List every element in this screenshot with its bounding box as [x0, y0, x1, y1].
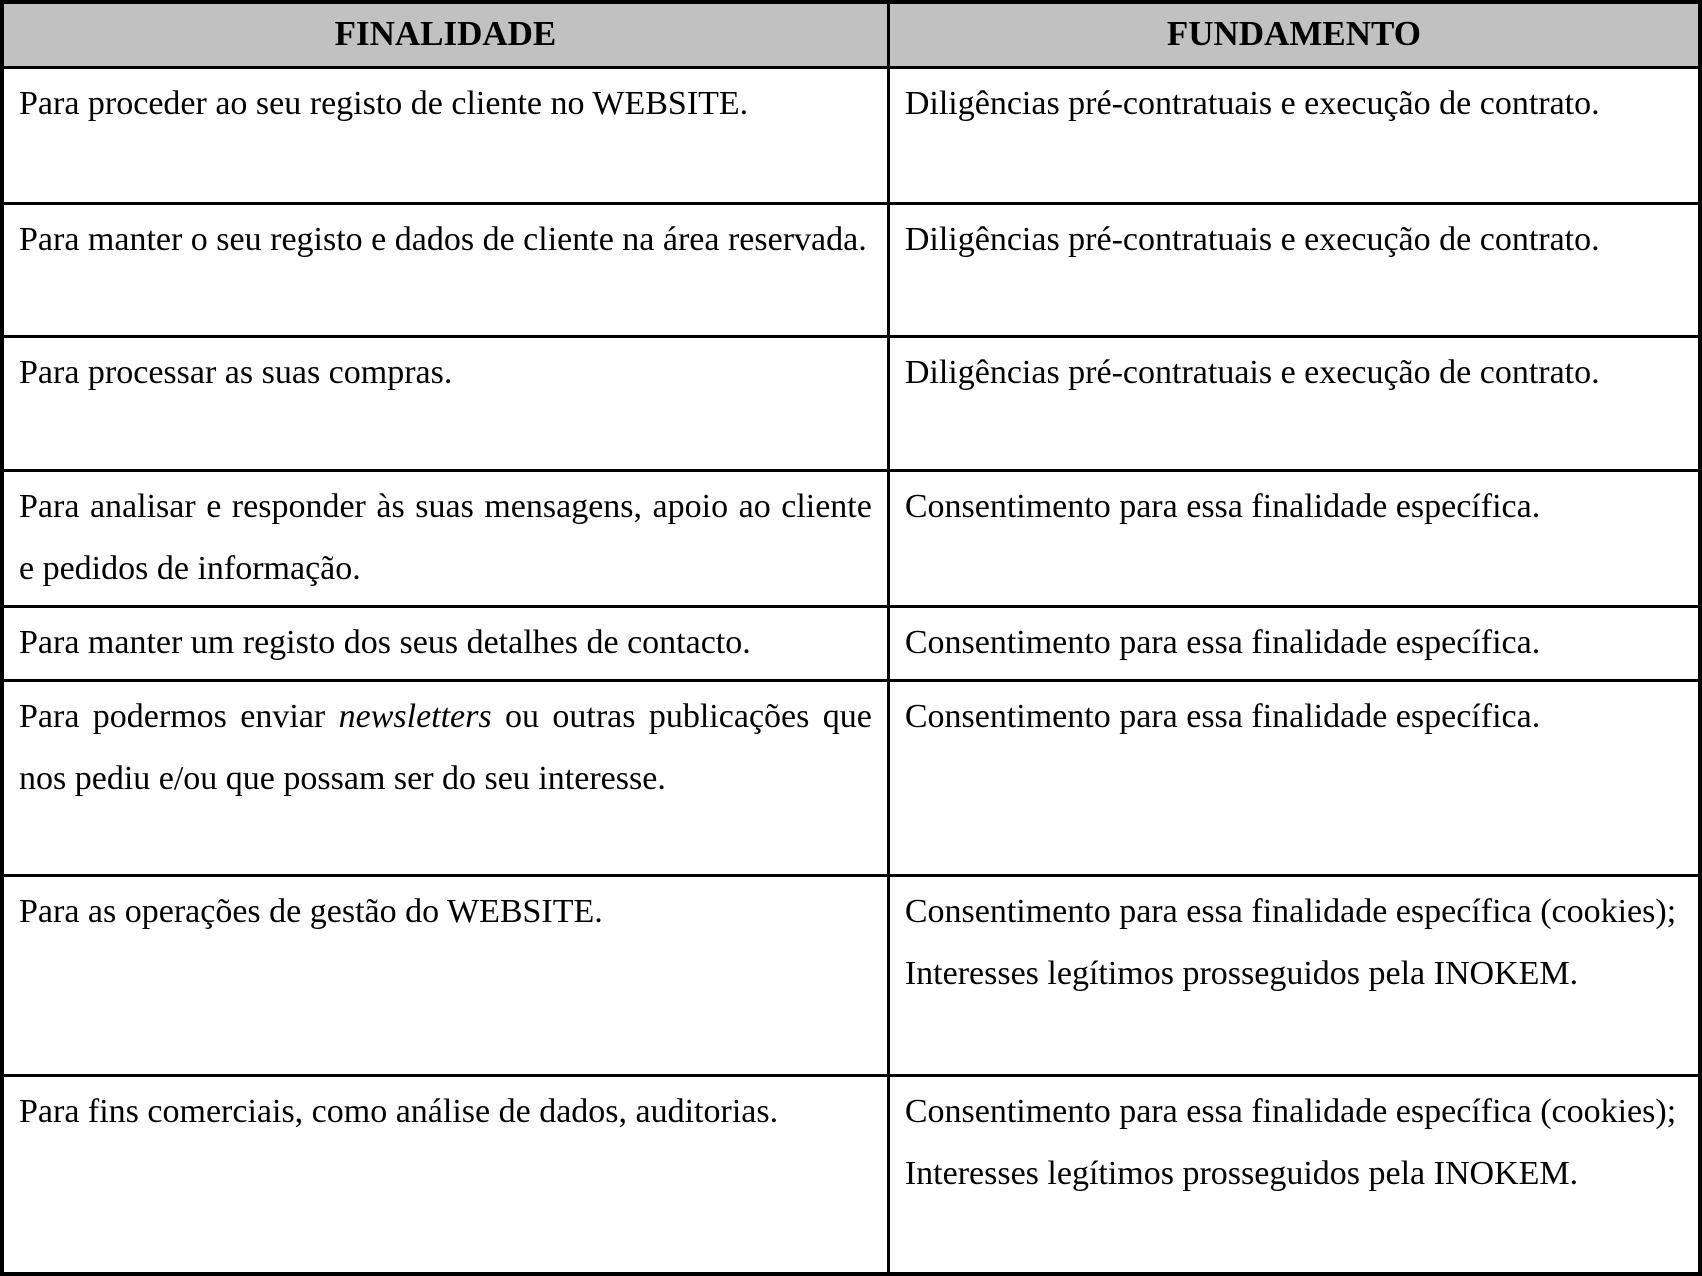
cell-finalidade [2, 203, 888, 336]
cell-paragraph [905, 943, 1683, 1005]
cell-paragraph [19, 209, 872, 271]
text-segment: Diligências pré-contratuais e execução de contrato. [904, 84, 1600, 122]
table-row [2, 67, 1700, 203]
italic-text-segment: newsletters [338, 697, 492, 735]
cell-fundamento [888, 875, 1700, 1075]
table-row [2, 336, 1700, 470]
cell-paragraph [905, 342, 1683, 404]
cell-paragraph [905, 686, 1683, 748]
cell-paragraph [905, 612, 1683, 674]
cell-finalidade [2, 336, 888, 470]
cell-fundamento [888, 606, 1700, 680]
text-segment: Consentimento para essa finalidade específica (cookies); [904, 1092, 1677, 1130]
cell-paragraph [905, 209, 1683, 271]
cell-paragraph [905, 1081, 1683, 1143]
text-segment: Diligências pré-contratuais e execução de contrato. [904, 220, 1600, 258]
cell-paragraph [19, 476, 872, 600]
cell-fundamento [888, 470, 1700, 606]
table-row [2, 875, 1700, 1075]
text-segment: Consentimento para essa finalidade específica. [904, 623, 1541, 661]
text-segment: Para proceder ao seu registo de cliente no WEBSITE. [19, 84, 749, 122]
cell-paragraph [19, 342, 872, 404]
table-header-row [2, 2, 1700, 67]
text-segment: Para podermos enviar [19, 697, 339, 735]
text-segment: Para analisar e responder às suas mensagens, apoio ao cliente e pedidos de informação. [19, 487, 872, 587]
cell-paragraph [905, 881, 1683, 943]
cell-fundamento [888, 203, 1700, 336]
text-segment: Consentimento para essa finalidade específica (cookies); [904, 892, 1677, 930]
cell-paragraph [19, 612, 872, 674]
text-segment: Para as operações de gestão do WEBSITE. [19, 892, 603, 930]
text-segment: Diligências pré-contratuais e execução de contrato. [904, 353, 1600, 391]
text-segment: Interesses legítimos prosseguidos pela INOKEM. [904, 954, 1579, 992]
text-segment: ou outras publicações que nos pediu e/ou que possam ser do seu interesse. [19, 697, 872, 797]
text-segment: Para processar as suas compras. [19, 353, 453, 391]
table-row [2, 1075, 1700, 1274]
column-header-finalidade: FINALIDADE [2, 2, 888, 67]
text-segment: Para manter o seu registo e dados de cliente na área reservada. [19, 220, 867, 258]
cell-fundamento [888, 336, 1700, 470]
cell-fundamento [888, 67, 1700, 203]
cell-paragraph [19, 73, 872, 135]
cell-fundamento [888, 1075, 1700, 1274]
text-segment: Consentimento para essa finalidade específica. [904, 487, 1541, 525]
cell-finalidade [2, 470, 888, 606]
cell-finalidade [2, 680, 888, 875]
table-row [2, 606, 1700, 680]
table-row [2, 203, 1700, 336]
text-segment: Para manter um registo dos seus detalhes de contacto. [19, 623, 751, 661]
table-body [2, 67, 1700, 1274]
cell-paragraph [19, 1081, 872, 1143]
cell-finalidade [2, 606, 888, 680]
text-segment: Consentimento para essa finalidade específica. [904, 697, 1541, 735]
text-segment: Interesses legítimos prosseguidos pela INOKEM. [904, 1154, 1579, 1192]
cell-fundamento [888, 680, 1700, 875]
table-row [2, 680, 1700, 875]
cell-finalidade [2, 1075, 888, 1274]
cell-finalidade [2, 875, 888, 1075]
table-row [2, 470, 1700, 606]
column-header-fundamento: FUNDAMENTO [888, 2, 1700, 67]
cell-paragraph [905, 1143, 1683, 1205]
cell-paragraph [19, 881, 872, 943]
cell-finalidade [2, 67, 888, 203]
cell-paragraph [905, 73, 1683, 135]
cell-paragraph [19, 686, 872, 810]
text-segment: Para fins comerciais, como análise de dados, auditorias. [19, 1092, 779, 1130]
cell-paragraph [905, 476, 1683, 538]
